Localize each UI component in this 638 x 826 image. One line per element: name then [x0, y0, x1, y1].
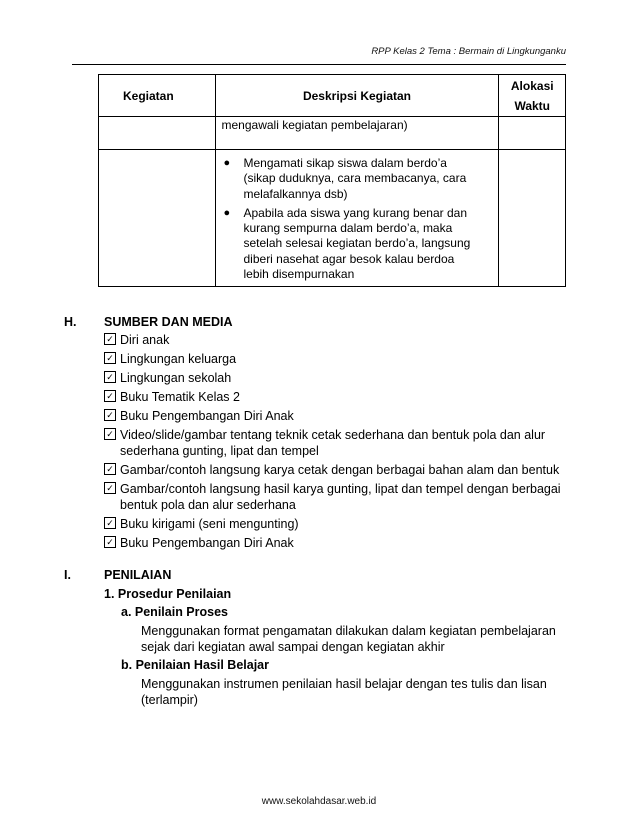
line: (terlampir) — [141, 693, 198, 707]
section-h-letter: H. — [64, 315, 77, 329]
line: Mengamati sikap siswa dalam berdo’a — [243, 156, 447, 170]
table-cell — [499, 117, 566, 150]
line: Menggunakan format pengamatan dilakukan dalam kegiatan pembelajaran — [141, 624, 556, 638]
bullet-icon: ● — [223, 206, 231, 219]
activity-table — [98, 74, 566, 287]
line: kurang sempurna dalam berdo’a, maka — [243, 221, 453, 236]
header-rule — [72, 64, 566, 65]
list-item — [104, 462, 569, 478]
table-cell — [99, 117, 216, 150]
line: diberi nasehat agar besok kalau berdoa — [243, 251, 455, 266]
line: bentuk pola dan alur sederhana — [120, 498, 296, 512]
list-item — [104, 389, 569, 405]
table-row — [99, 150, 566, 287]
line: Video/slide/gambar tentang teknik cetak sederhana dan bentuk pola dan alur — [120, 428, 546, 442]
checkbox-checked-icon: ✓ — [104, 536, 116, 548]
line: sederhana gunting, lipat dan tempel — [120, 444, 319, 458]
list-item — [104, 370, 569, 386]
line: Gambar/contoh langsung karya cetak dengan berbagai bahan alam dan bentuk — [120, 463, 560, 477]
header-alokasi-waktu — [499, 75, 566, 117]
line: Lingkungan keluarga — [120, 352, 237, 366]
line: setelah selesai kegiatan berdo’a, langsung — [243, 236, 471, 251]
list-item — [223, 205, 499, 282]
line: Buku Pengembangan Diri Anak — [120, 409, 294, 423]
checkbox-checked-icon: ✓ — [104, 517, 116, 529]
list-item — [104, 535, 569, 551]
checkbox-checked-icon: ✓ — [104, 371, 116, 383]
line: sejak dari kegiatan awal sampai dengan kegiatan akhir — [141, 640, 445, 654]
table-header-row — [99, 75, 566, 117]
line: (sikap duduknya, cara membacanya, cara — [243, 171, 467, 186]
line: Apabila ada siswa yang kurang benar dan — [243, 205, 467, 220]
line: Buku kirigami (seni mengunting) — [120, 517, 299, 531]
bullet-icon: ● — [223, 157, 231, 169]
subheading-a: a. Penilain Proses — [121, 605, 228, 619]
header-deskripsi: Deskripsi Kegiatan — [215, 75, 499, 117]
line: Menggunakan instrumen penilaian hasil belajar dengan tes tulis dan lisan — [141, 677, 547, 691]
line: Buku Tematik Kelas 2 — [120, 390, 240, 404]
checkbox-checked-icon: ✓ — [104, 333, 116, 345]
checkbox-checked-icon: ✓ — [104, 409, 116, 421]
paragraph-a — [141, 623, 566, 655]
line: Diri anak — [120, 333, 170, 347]
running-header: RPP Kelas 2 Tema : Bermain di Lingkunganku — [371, 46, 566, 57]
line: melafalkannya dsb) — [243, 186, 348, 201]
list-item — [104, 481, 569, 513]
line: Lingkungan sekolah — [120, 371, 232, 385]
media-checklist — [104, 332, 569, 554]
table-row — [99, 117, 566, 150]
table-cell — [215, 150, 499, 287]
section-h-title: SUMBER DAN MEDIA — [104, 315, 233, 329]
checkbox-checked-icon: ✓ — [104, 428, 116, 440]
prosedur-heading: 1. Prosedur Penilaian — [104, 587, 232, 601]
subheading-b: b. Penilaian Hasil Belajar — [121, 658, 269, 672]
list-item — [104, 351, 569, 367]
list-item — [104, 408, 569, 424]
section-i-title: PENILAIAN — [104, 568, 172, 582]
section-i-letter: I. — [64, 568, 71, 582]
paragraph-b — [141, 676, 566, 708]
header-alokasi: Alokasi — [510, 78, 554, 93]
line: lebih disempurnakan — [243, 267, 355, 282]
observation-list — [216, 156, 499, 282]
checkbox-checked-icon: ✓ — [104, 463, 116, 475]
list-item — [104, 332, 569, 348]
list-item — [223, 156, 499, 202]
table-cell — [499, 150, 566, 287]
list-item — [104, 427, 569, 459]
header-kegiatan: Kegiatan — [99, 75, 216, 117]
line: Buku Pengembangan Diri Anak — [120, 536, 294, 550]
list-item — [104, 516, 569, 532]
table-cell — [99, 150, 216, 287]
continuation-text: mengawali kegiatan pembelajaran) — [221, 118, 408, 132]
header-waktu: Waktu — [514, 98, 551, 113]
line: Gambar/contoh langsung hasil karya gunting, lipat dan tempel dengan berbagai — [120, 482, 561, 496]
checkbox-checked-icon: ✓ — [104, 482, 116, 494]
checkbox-checked-icon: ✓ — [104, 390, 116, 402]
checkbox-checked-icon: ✓ — [104, 352, 116, 364]
table-cell — [215, 117, 499, 150]
footer-url: www.sekolahdasar.web.id — [261, 796, 377, 807]
